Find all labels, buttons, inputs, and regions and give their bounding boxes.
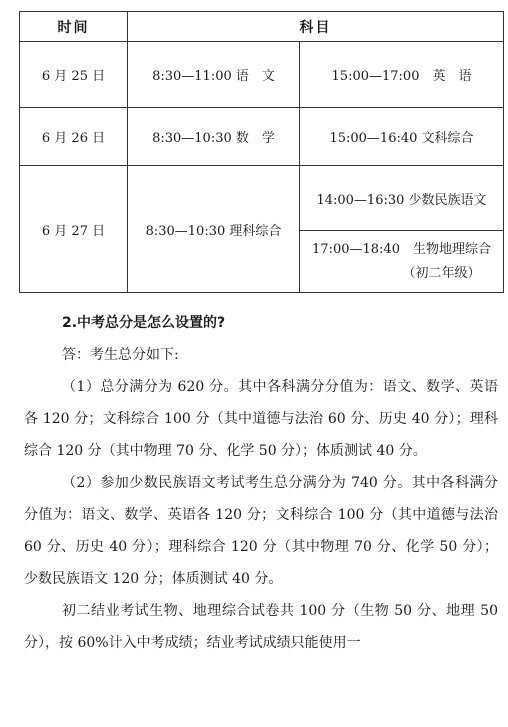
table-row bbox=[20, 166, 504, 231]
afternoon-2-note: （初二年级） bbox=[402, 265, 481, 281]
header-subject: 科目 bbox=[128, 12, 504, 42]
row-morning: 8:30—11:00 语 文 bbox=[128, 42, 300, 108]
table-header-row bbox=[20, 12, 504, 42]
row-date: 6 月 26 日 bbox=[20, 108, 128, 166]
answer-item-1: （1）总分满分为 620 分。其中各科满分分值为：语文、数学、英语各 120 分；文科综合 100 分（其中道德与法治 60 分、历史 40 分）；理科综合 120 分（其中物理 70 分、化学 50 分）；体质测试 40 分。 bbox=[24, 379, 498, 459]
table-row bbox=[20, 42, 504, 108]
exam-schedule-table bbox=[19, 11, 504, 293]
answer-intro: 答：考生总分如下: bbox=[62, 347, 179, 363]
row-date: 6 月 27 日 bbox=[20, 166, 128, 293]
answer-item-2: （2）参加少数民族语文考试考生总分满分为 740 分。其中各科满分分值为：语文、数学、英语各 120 分；文科综合 100 分（其中道德与法治 60 分、历史 40 分）；理科综合 120 分（其中物理 70 分、化学 50 分）；少数民族语文 120 分；体质测试 40 分。 bbox=[24, 475, 498, 587]
row-afternoon: 15:00—17:00 英 语 bbox=[300, 42, 504, 108]
row-afternoon: 15:00—16:40 文科综合 bbox=[300, 108, 504, 166]
row-afternoon-1: 14:00—16:30 少数民族语文 bbox=[300, 166, 504, 231]
row-morning: 8:30—10:30 数 学 bbox=[128, 108, 300, 166]
afternoon-2-subject: 17:00—18:40 生物地理综合 bbox=[312, 241, 491, 257]
table-row bbox=[20, 108, 504, 166]
header-time: 时间 bbox=[20, 12, 128, 42]
row-morning: 8:30—10:30 理科综合 bbox=[128, 166, 300, 293]
question-title: 2.中考总分是怎么设置的? bbox=[62, 315, 226, 331]
answer-item-3: 初二结业考试生物、地理综合试卷共 100 分（生物 50 分、地理 50 分），按 60%计入中考成绩；结业考试成绩只能使用一 bbox=[24, 603, 498, 651]
row-afternoon-2 bbox=[300, 231, 504, 293]
row-date: 6 月 25 日 bbox=[20, 42, 128, 108]
body-text bbox=[24, 307, 498, 659]
